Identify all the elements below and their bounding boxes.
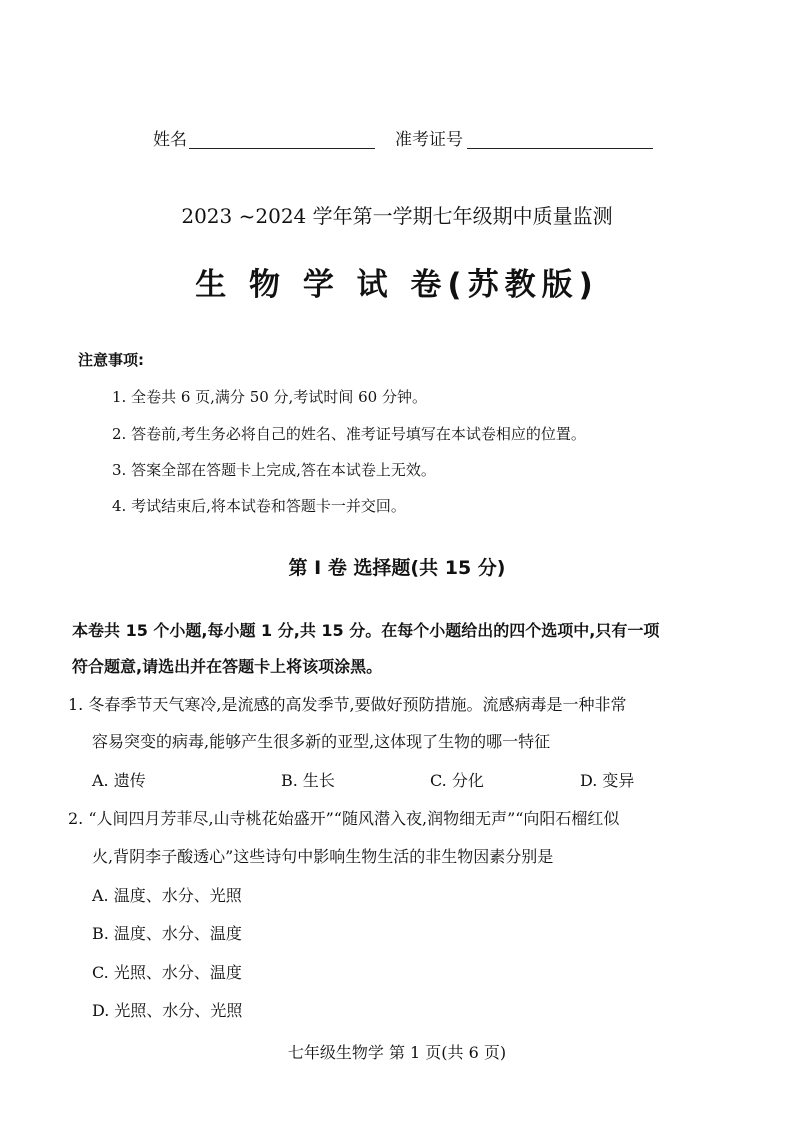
note-item: 2. 答卷前,考生务必将自己的姓名、准考证号填写在本试卷相应的位置。 (112, 425, 586, 443)
question-1-option-d: D. 变异 (580, 771, 635, 790)
exam-id-label: 准考证号 (395, 130, 463, 150)
section-instructions-line: 本卷共 15 个小题,每小题 1 分,共 15 分。在每个小题给出的四个选项中,只有一项 (72, 621, 660, 640)
name-blank-line (189, 148, 375, 149)
question-1-stem-cont: 容易突变的病毒,能够产生很多新的亚型,这体现了生物的哪一特征 (92, 732, 551, 751)
name-label: 姓名 (153, 130, 187, 150)
subject-title: 生 物 学 试 卷(苏教版) (195, 267, 599, 303)
notes-heading: 注意事项: (78, 351, 144, 369)
note-item: 4. 考试结束后,将本试卷和答题卡一并交回。 (112, 497, 406, 515)
page-footer: 七年级生物学 第 1 页(共 6 页) (287, 1043, 507, 1062)
note-item: 1. 全卷共 6 页,满分 50 分,考试时间 60 分钟。 (112, 388, 427, 406)
question-1-option-a: A. 遗传 (92, 771, 146, 790)
candidate-info-row (0, 128, 794, 158)
exam-id-blank-line (467, 148, 653, 149)
question-2-stem-cont: 火,背阴李子酸透心”这些诗句中影响生物生活的非生物因素分别是 (92, 847, 554, 866)
question-2-stem: 2. “人间四月芳菲尽,山寺桃花始盛开”“随风潜入夜,润物细无声”“向阳石榴红似 (68, 809, 620, 828)
section-title: 第 I 卷 选择题(共 15 分) (288, 557, 506, 579)
question-2-option-b: B. 温度、水分、温度 (92, 924, 242, 943)
question-2-option-a: A. 温度、水分、光照 (92, 886, 242, 905)
question-2-option-c: C. 光照、水分、温度 (92, 963, 242, 982)
question-1-option-c: C. 分化 (430, 771, 484, 790)
question-1-option-b: B. 生长 (281, 771, 335, 790)
section-instructions-line: 符合题意,请选出并在答题卡上将该项涂黑。 (72, 657, 383, 676)
question-1-stem: 1. 冬春季节天气寒冷,是流感的高发季节,要做好预防措施。流感病毒是一种非常 (68, 695, 627, 714)
exam-title: 2023 ~2024 学年第一学期七年级期中质量监测 (181, 204, 613, 228)
question-2-option-d: D. 光照、水分、光照 (92, 1001, 243, 1020)
note-item: 3. 答案全部在答题卡上完成,答在本试卷上无效。 (112, 461, 436, 479)
